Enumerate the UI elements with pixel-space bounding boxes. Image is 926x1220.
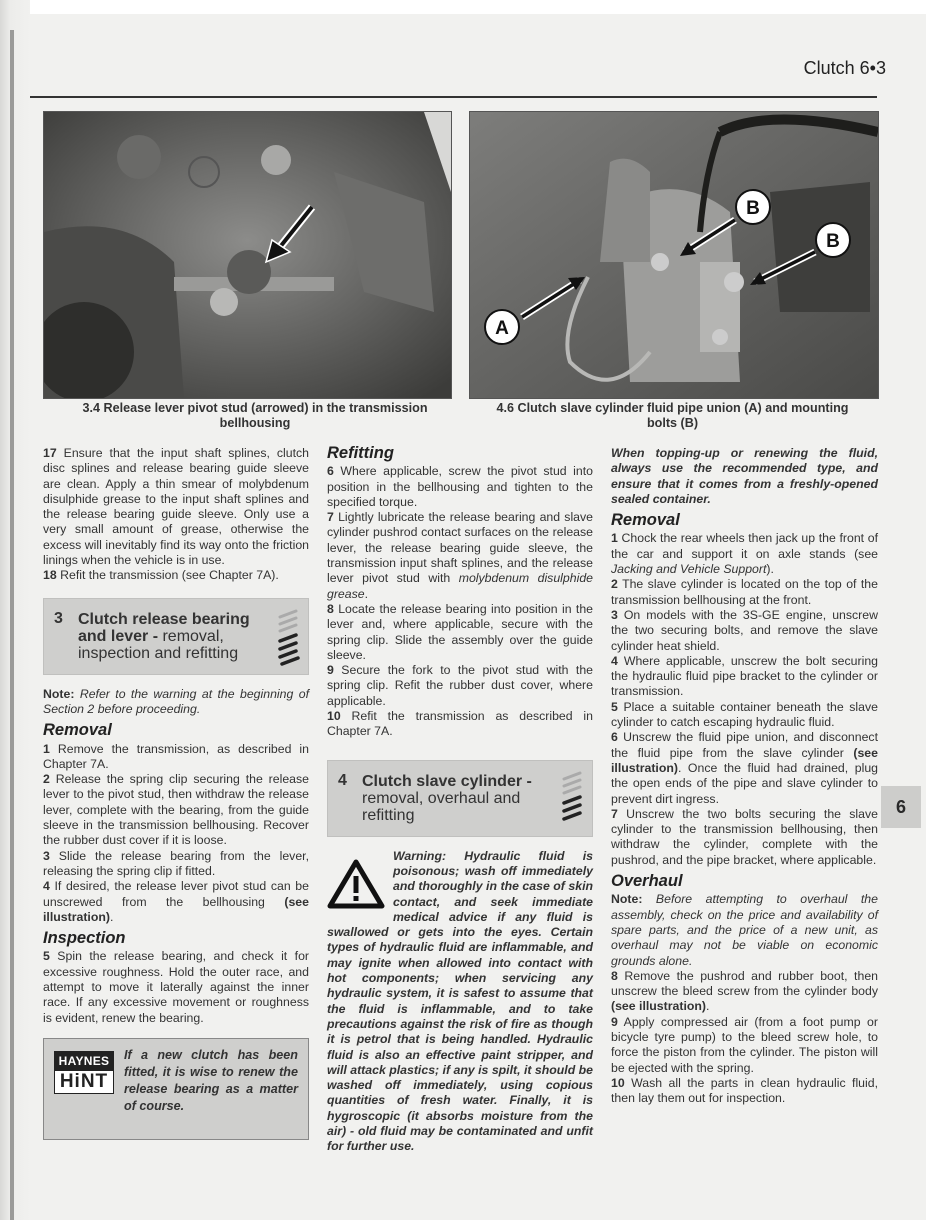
photo-release-lever-pivot-stud (43, 111, 452, 399)
figure-caption-4-6: 4.6 Clutch slave cylinder fluid pipe union (A) and mounting bolts (B) (496, 401, 849, 430)
heading-removal: Removal (43, 721, 112, 740)
callout-a (485, 310, 519, 344)
header-rule (30, 96, 877, 98)
illustration-ref[interactable]: (see illustration) (611, 999, 706, 1014)
section-number: 3 (54, 609, 63, 627)
page-binding-shadow (0, 0, 30, 1220)
warning-text: Warning: Hydraulic fluid is poisonous; wash off immediately and thoroughly in the case of skin contact, and seek immediate medical advice if any fluid is swallowed or gets into the eyes. Certain types of hydraulic fluid are inflammable, and may ignite when allowed into contact with hot components; when servicing any hydraulic system, it is safest to assume that the fluid is inflammable, and to take precautions against the risk of fire as though it is petrol that is being handled. Hydraulic fluid is also an effective paint stripper, and will attack plastics; if any is spilt, it should be washed off immediately, using copious quantities of fresh water. Finally, it is hygroscopic (it absorbs moisture from the air) - old fluid may be contaminated and unfit for further use. (327, 848, 593, 1154)
column-3 (611, 446, 878, 1106)
chapter-thumb-tab: 6 (881, 786, 921, 828)
haynes-hint-box (43, 1038, 309, 1140)
step-4: 4 Where applicable, unscrew the bolt securing the hydraulic fluid pipe bracket to the cylinder or transmission. (611, 653, 878, 699)
hint-text: If a new clutch has been fitted, it is wise to renew the release bearing as a matter of course. (124, 1047, 298, 1113)
hydraulic-fluid-warning (327, 849, 593, 1155)
illustration-ref[interactable]: (see illustration) (43, 894, 309, 924)
step-2: 2 Release the spring clip securing the release lever to the pivot stud, then withdraw the release lever, complete with the bearing, from the guide sleeve in the transmission bellhousing. Recover the rubber dust cover if it is loose. (43, 772, 309, 848)
warning-triangle-icon (327, 859, 385, 909)
section-3-heading (43, 598, 309, 675)
page-top-margin (0, 0, 926, 14)
step-18: 18 Refit the transmission (see Chapter 7A). (43, 568, 279, 583)
section-title: Clutch slave cylinder - removal, overhaul and refitting (362, 772, 532, 824)
step-6: 6 Where applicable, screw the pivot stud into position in the bellhousing and tighten to the specified torque. (327, 464, 593, 509)
step-2: 2 The slave cylinder is located on the top of the transmission bellhousing at the front. (611, 577, 878, 607)
column-2 (327, 446, 593, 1155)
step-3: 3 Slide the release bearing from the lever, releasing the spring clip if fitted. (43, 848, 309, 878)
spanner-rating-icon (276, 609, 302, 667)
heading-overhaul: Overhaul (611, 872, 683, 891)
haynes-hint-logo: HAYNES HiNT (54, 1051, 114, 1094)
figure-caption-3-4: 3.4 Release lever pivot stud (arrowed) in the transmission bellhousing (82, 401, 428, 430)
step-8: 8 Remove the pushrod and rubber boot, then unscrew the bleed screw from the cylinder body (see illustration). (611, 968, 878, 1014)
heading-refitting: Refitting (327, 444, 394, 462)
callout-b-1 (736, 190, 770, 224)
binding-edge (10, 30, 14, 1220)
note-overhaul: Note: Before attempting to overhaul the assembly, check on the price and availability of spare parts, and the price of a new unit, as overhaul may not be viable on economic grounds alone. (611, 892, 878, 968)
photo-slave-cylinder (469, 111, 879, 399)
section-number: 4 (338, 771, 347, 789)
section-title: Clutch release bearing and lever - removal, inspection and refitting (78, 610, 250, 662)
step-5: 5 Spin the release bearing, and check it for excessive roughness. Hold the outer race, and attempt to move it laterally against the inner race. If any excessive movement or roughness is evident, renew the bearing. (43, 949, 310, 1025)
step-8: 8 Locate the release bearing into position in the lever and, where applicable, secure with the spring clip. Slide the assembly over the guide sleeve. (327, 601, 593, 662)
svg-text:A: A (495, 318, 509, 339)
step-7: 7 Lightly lubricate the release bearing and slave cylinder pushrod contact surfaces on the release lever, the release bearing guide sleeve, the transmission input shaft splines, and the release lever pivot stud with molybdenum disulphide grease. (327, 510, 593, 601)
step-5: 5 Place a suitable container beneath the slave cylinder to catch escaping hydraulic fluid. (611, 699, 878, 730)
step-1: 1 Remove the transmission, as described in Chapter 7A. (43, 741, 310, 771)
svg-text:B: B (826, 231, 840, 252)
step-3: 3 On models with the 3S-GE engine, unscrew the two securing bolts, and remove the slave cylinder heat shield. (611, 607, 878, 653)
fluid-note: When topping-up or renewing the fluid, always use the recommended type, and ensure that it comes from a freshly-opened sealed container. (611, 446, 878, 506)
step-17: 17 Ensure that the input shaft splines, clutch disc splines and release bearing guide sleeve are clean. Apply a thin smear of molybdenum disulphide grease to the input shaft splines and the release bearing guide sleeve. Only use a very small amount of grease, otherwise the excess will inevitably find its way onto the friction linings when the vehicle is in use. (43, 446, 309, 568)
callout-b-2 (816, 223, 850, 257)
section-4-heading (327, 760, 593, 837)
heading-inspection: Inspection (43, 929, 126, 948)
note-section-3: Note: Refer to the warning at the beginning of Section 2 before proceeding. (43, 686, 309, 716)
heading-removal: Removal (611, 511, 680, 530)
step-1: 1 Chock the rear wheels then jack up the front of the car and support it on axle stands (see Jacking and Vehicle Support). (611, 531, 879, 577)
running-head: Clutch 6•3 (803, 58, 886, 78)
step-7: 7 Unscrew the two bolts securing the slave cylinder to the transmission bellhousing, then withdraw the cylinder, complete with the pushrod, and the pipe bracket, where applicable. (611, 806, 878, 867)
spanner-rating-icon (560, 771, 586, 829)
column-1 (43, 446, 309, 1140)
step-10: 10 Refit the transmission as described in Chapter 7A. (327, 709, 593, 739)
step-6: 6 Unscrew the fluid pipe union, and disconnect the fluid pipe from the slave cylinder (see illustration). Once the fluid had drained, plug the open ends of the pipe and slave cylinder to prevent dirt ingress. (611, 730, 878, 806)
illustration-ref[interactable]: (see illustration) (611, 745, 878, 775)
step-10: 10 Wash all the parts in clean hydraulic fluid, then lay them out for inspection. (611, 1075, 879, 1106)
step-4: 4 If desired, the release lever pivot stud can be unscrewed from the bellhousing (see illustration). (43, 879, 309, 924)
step-9: 9 Secure the fork to the pivot stud with the spring clip. Refit the rubber dust cover, where applicable. (327, 663, 593, 708)
step-9: 9 Apply compressed air (from a foot pump or bicycle tyre pump) to the bleed screw hole, to force the piston from the cylinder. The piston will be ejected with the spring. (611, 1014, 878, 1075)
svg-text:B: B (746, 198, 760, 219)
